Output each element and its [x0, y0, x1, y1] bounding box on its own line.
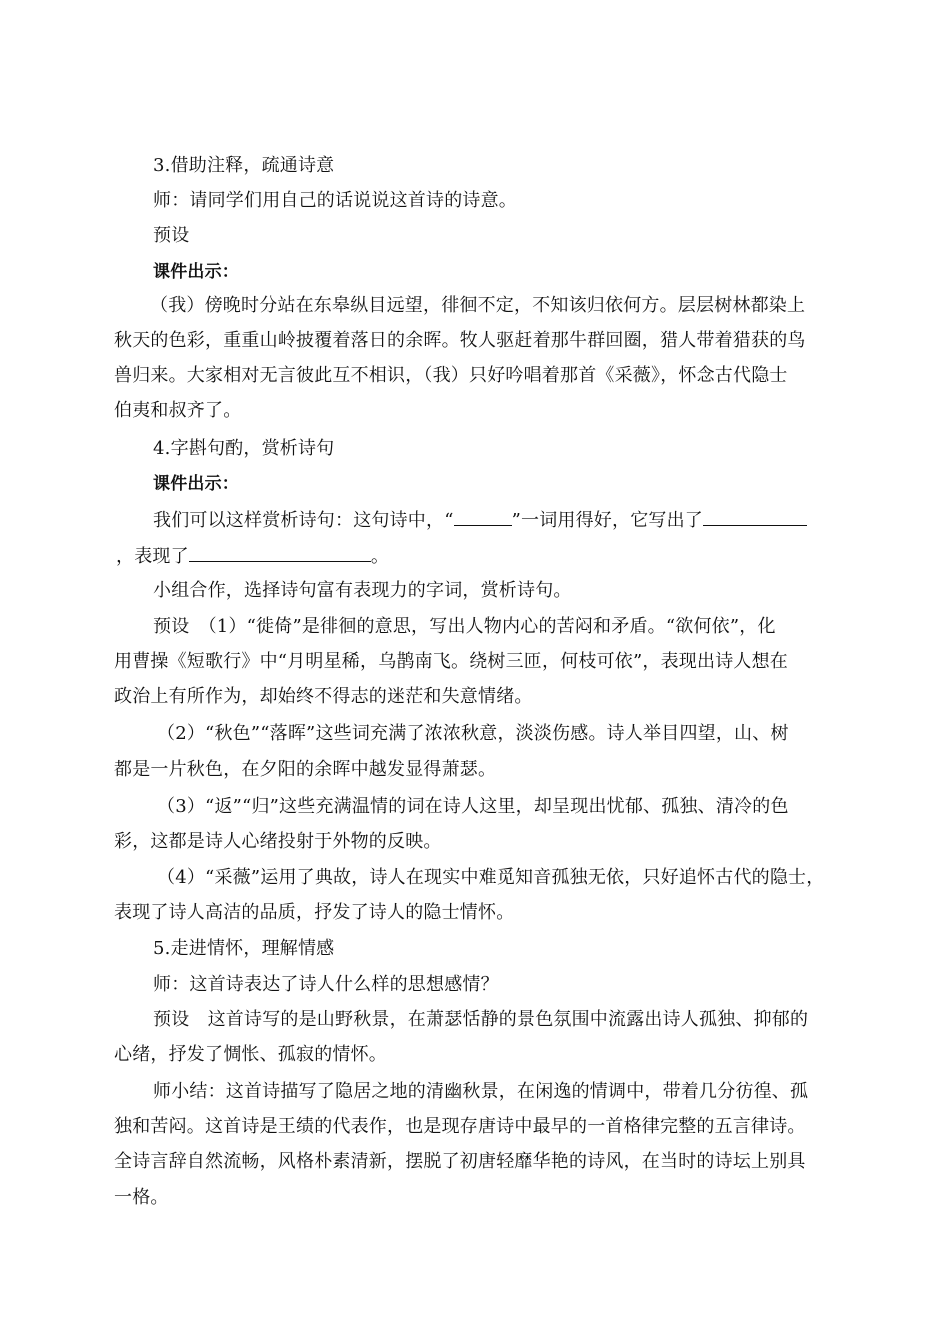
section4-courseware-label: 课件出示：	[153, 474, 239, 494]
summary-line: 全诗言辞自然流畅，风格朴素清新，摆脱了初唐轻靡华艳的诗风，在当时的诗坛上别具	[114, 1151, 806, 1172]
section5-teacher-question: 师：这首诗表达了诗人什么样的思想感情？	[153, 974, 499, 995]
group-task: 小组合作，选择诗句富有表现力的字词，赏析诗句。	[153, 580, 572, 601]
analysis-p3-line: （3）“返”“归”这些充满温情的词在诗人这里，却呈现出忧郁、孤独、清冷的色	[157, 796, 789, 817]
translation-line: 兽归来。大家相对无言彼此互不相识，（我）只好吟唱着那首《采薇》，怀念古代隐士	[114, 365, 788, 386]
analysis-p1-line: 用曹操《短歌行》中“月明星稀，乌鹊南飞。绕树三匝，何枝可依”，表现出诗人想在	[114, 651, 789, 672]
section5-heading: 5.走进情怀，理解情感	[153, 938, 335, 959]
section3-preset-label: 预设	[153, 225, 190, 246]
section4-heading: 4.字斟句酌，赏析诗句	[153, 438, 335, 459]
analysis-p2-line: （2）“秋色”“落晖”这些词充满了浓浓秋意，淡淡伤感。诗人举目四望，山、树	[157, 723, 789, 744]
section5-preset-line: 心绪，抒发了惆怅、孤寂的情怀。	[114, 1044, 387, 1065]
section3-heading: 3.借助注释，疏通诗意	[153, 155, 335, 176]
analysis-p4-line: 表现了诗人高洁的品质，抒发了诗人的隐士情怀。	[114, 902, 515, 923]
analysis-p1-line: 政治上有所作为，却始终不得志的迷茫和失意情绪。	[114, 686, 533, 707]
analysis-p1-line: 预设 （1）“徙倚”是徘徊的意思，写出人物内心的苦闷和矛盾。“欲何依”，化	[153, 616, 776, 637]
template-part-c: ，表现了	[116, 546, 189, 567]
summary-line: 一格。	[114, 1187, 169, 1208]
appreciation-template-line1	[153, 507, 807, 533]
analysis-p3-line: 彩，这都是诗人心绪投射于外物的反映。	[114, 831, 442, 852]
section3-teacher-question: 师：请同学们用自己的话说说这首诗的诗意。	[153, 190, 517, 211]
word-blank	[454, 507, 512, 526]
content-blank	[703, 507, 807, 526]
summary-line: 师小结：这首诗描写了隐居之地的清幽秋景，在闲逸的情调中，带着几分彷徨、孤	[153, 1081, 809, 1102]
translation-line: 伯夷和叔齐了。	[114, 400, 242, 421]
translation-line: 秋天的色彩，重重山岭披覆着落日的余晖。牧人驱赶着那牛群回圈，猎人带着猎获的鸟	[114, 330, 806, 351]
section3-courseware-label: 课件出示：	[153, 262, 239, 282]
section5-preset-line: 预设 这首诗写的是山野秋景，在萧瑟恬静的景色氛围中流露出诗人孤独、抑郁的	[153, 1009, 809, 1030]
appreciation-template-line2	[116, 543, 389, 569]
template-part-d: 。	[370, 546, 390, 567]
translation-line: （我）傍晚时分站在东皋纵目远望，徘徊不定，不知该归依何方。层层树林都染上	[150, 295, 806, 316]
analysis-p4-line: （4）“采薇”运用了典故，诗人在现实中难觅知音孤独无依，只好追怀古代的隐士，	[157, 867, 825, 888]
analysis-p2-line: 都是一片秋色，在夕阳的余晖中越发显得萧瑟。	[114, 759, 497, 780]
expression-blank	[189, 543, 371, 562]
template-part-b: ”一词用得好，它写出了	[511, 510, 704, 531]
summary-line: 独和苦闷。这首诗是王绩的代表作，也是现存唐诗中最早的一首格律完整的五言律诗。	[114, 1116, 806, 1137]
template-part-a: 我们可以这样赏析诗句：这句诗中，“	[153, 510, 454, 531]
